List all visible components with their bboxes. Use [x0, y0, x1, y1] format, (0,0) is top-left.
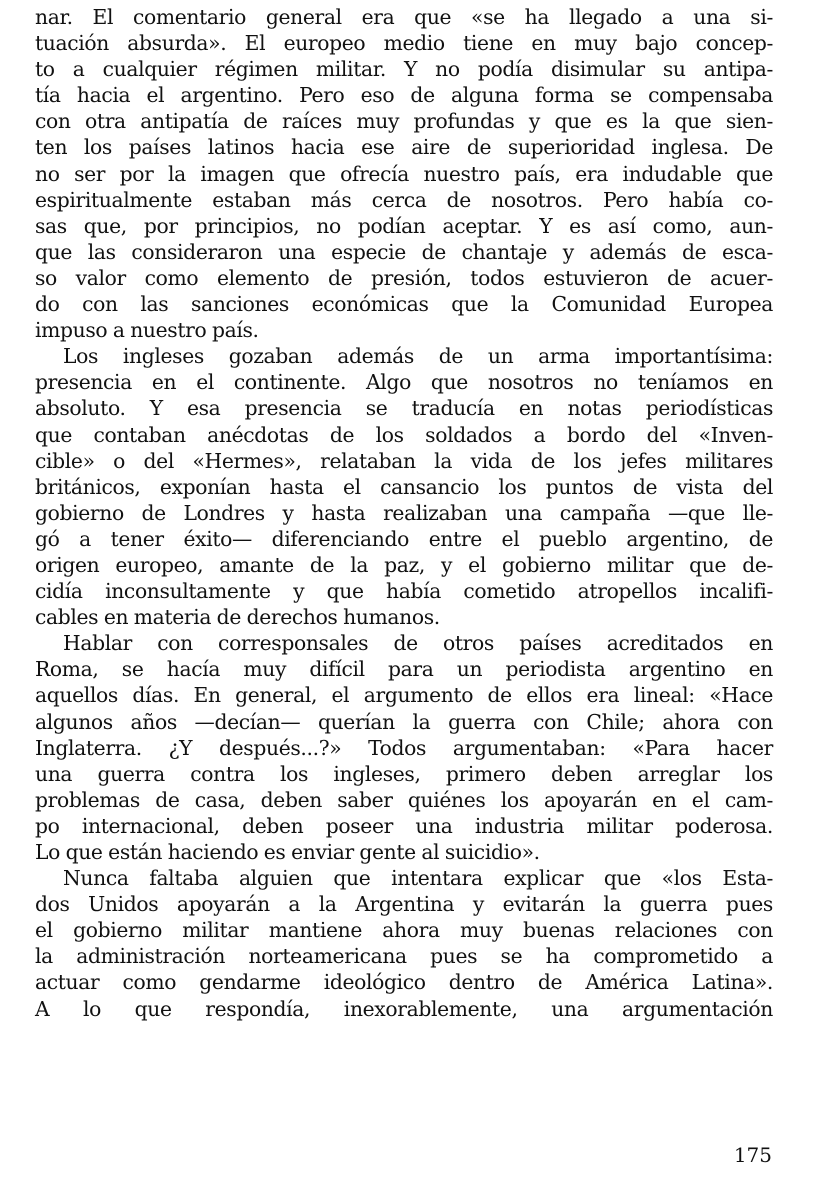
text-line: con otra antipatía de raíces muy profundas y que es la que sien- [35, 109, 773, 134]
text-line: que las consideraron una especie de chantaje y además de esca- [35, 239, 773, 264]
text-line: Lo que están haciendo es enviar gente al suicidio». [35, 840, 540, 864]
text-line: origen europeo, amante de la paz, y el gobierno militar que de- [35, 552, 773, 577]
text-line: nar. El comentario general era que «se ha llegado a una si- [35, 5, 773, 29]
page-number: 175 [733, 1143, 772, 1167]
text-line: británicos, exponían hasta el cansancio los puntos de vista del [35, 474, 773, 499]
text-line: ten los países latinos hacia ese aire de superioridad inglesa. De [35, 135, 773, 160]
text-line: Inglaterra. ¿Y después...?» Todos argumentaban: «Para hacer [35, 735, 773, 760]
text-line: tía hacia el argentino. Pero eso de alguna forma se compensaba [35, 83, 773, 108]
text-line: so valor como elemento de presión, todos estuvieron de acuer- [35, 265, 773, 290]
text-line: Nunca faltaba alguien que intentara explicar que «los Esta- [63, 866, 773, 891]
text-line: sas que, por principios, no podían aceptar. Y es así como, aun- [35, 213, 773, 238]
paragraph [35, 4, 773, 343]
text-line: problemas de casa, deben saber quiénes los apoyarán en el cam- [35, 787, 773, 812]
text-line: la administración norteamericana pues se ha comprometido a [35, 944, 773, 969]
paragraph [35, 343, 773, 630]
text-line: to a cualquier régimen militar. Y no podía disimular su antipa- [35, 57, 773, 82]
text-line: espiritualmente estaban más cerca de nosotros. Pero había co- [35, 187, 773, 212]
text-line: cidía inconsultamente y que había cometido atropellos incalifi- [35, 579, 773, 604]
text-line: gó a tener éxito— diferenciando entre el pueblo argentino, de [35, 526, 773, 551]
text-line: do con las sanciones económicas que la Comunidad Europea [35, 292, 773, 317]
text-line: dos Unidos apoyarán a la Argentina y evitarán la guerra pues [35, 892, 773, 917]
text-line: presencia en el continente. Algo que nosotros no teníamos en [35, 370, 773, 395]
text-line: Roma, se hacía muy difícil para un periodista argentino en [35, 657, 773, 682]
text-line: cables en materia de derechos humanos. [35, 605, 440, 630]
text-line: tuación absurda». El europeo medio tiene en muy bajo concep- [35, 31, 773, 56]
text-line: el gobierno militar mantiene ahora muy buenas relaciones con [35, 918, 773, 943]
text-line: una guerra contra los ingleses, primero deben arreglar los [35, 761, 773, 786]
text-line: Los ingleses gozaban además de un arma importantísima: [63, 344, 773, 369]
text-line: A lo que respondía, inexorablemente, una argumentación [35, 996, 773, 1021]
text-line: aquellos días. En general, el argumento de ellos era lineal: «Hace [35, 683, 773, 708]
paragraph [35, 630, 773, 865]
text-line: impuso a nuestro país. [35, 318, 259, 343]
text-line: que contaban anécdotas de los soldados a bordo del «Inven- [35, 422, 773, 447]
text-line: gobierno de Londres y hasta realizaban una campaña —que lle- [35, 500, 773, 525]
text-line: po internacional, deben poseer una industria militar poderosa. [35, 813, 773, 838]
text-line: Hablar con corresponsales de otros países acreditados en [63, 631, 773, 656]
text-line: absoluto. Y esa presencia se traducía en notas periodísticas [35, 396, 773, 421]
text-line: actuar como gendarme ideológico dentro de América Latina». [35, 970, 773, 995]
text-line: algunos años —decían— querían la guerra con Chile; ahora con [35, 709, 773, 734]
text-line: no ser por la imagen que ofrecía nuestro país, era indudable que [35, 161, 773, 186]
text-line: cible» o del «Hermes», relataban la vida de los jefes militares [35, 448, 773, 473]
book-page-text [35, 4, 773, 1022]
paragraph [35, 865, 773, 1022]
